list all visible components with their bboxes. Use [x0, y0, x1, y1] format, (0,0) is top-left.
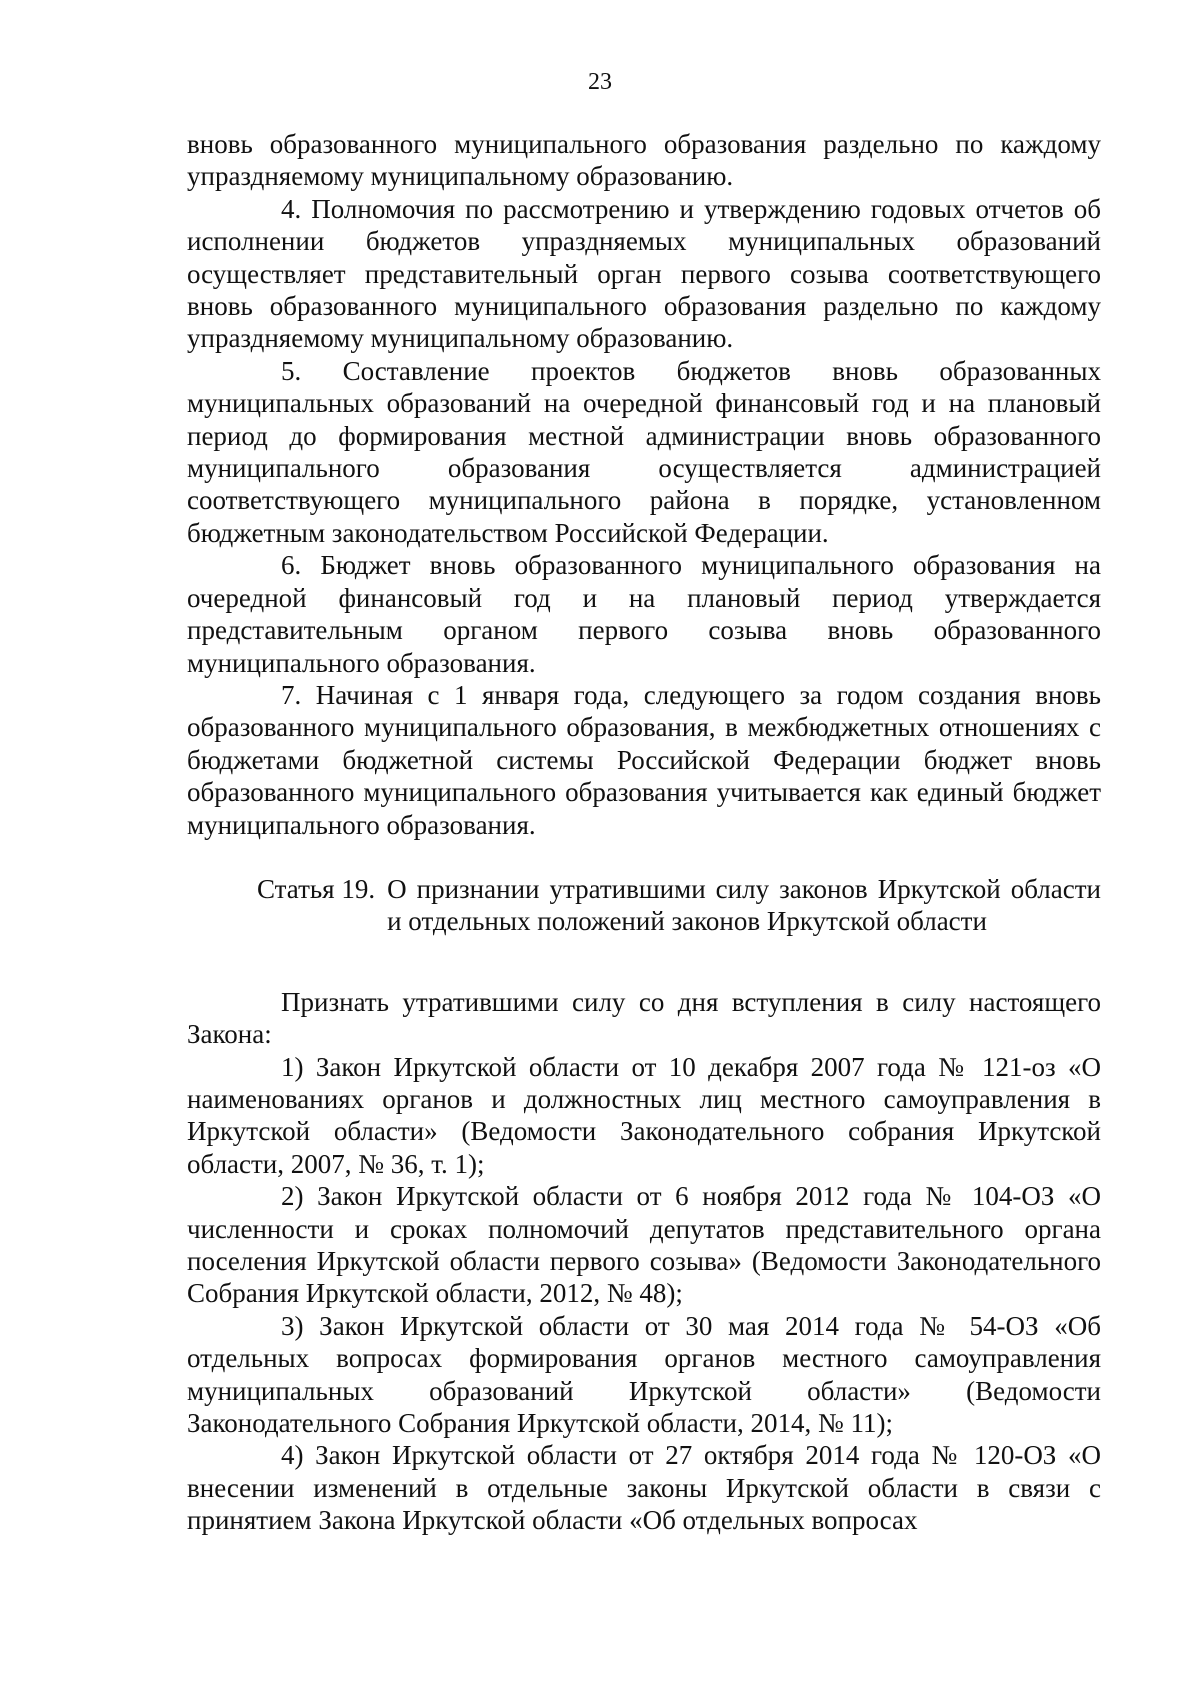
list-item: 3) Закон Иркутской области от 30 мая 2014 года № 54-ОЗ «Об отдельных вопросах формирования органов местного самоуправления муниципальных образований Иркутской области» (Ведомости Законодательного Собрания Иркутской области, 2014, № 11);: [187, 1310, 1101, 1439]
paragraph: 6. Бюджет вновь образованного муниципального образования на очередной финансовый год и на плановый период утверждается представительным органом первого созыва вновь образованного муниципального образования.: [187, 550, 1101, 678]
list-item: 1) Закон Иркутской области от 10 декабря 2007 года № 121-оз «О наименованиях органов и должностных лиц местного самоуправления в Иркутской области» (Ведомости Законодательного собрания Иркутской области, 2007, № 36, т. 1);: [187, 1051, 1101, 1179]
list-item: 4) Закон Иркутской области от 27 октября 2014 года № 120-ОЗ «О внесении изменений в отдельные законы Иркутской области в связи с принятием Закона Иркутской области «Об отдельных вопросах: [187, 1440, 1101, 1536]
document-body: [187, 128, 1101, 1537]
article-title: О признании утратившими силу законов Иркутской области и отдельных положений законов Иркутской области: [387, 873, 1101, 937]
paragraph: Признать утратившими силу со дня вступления в силу настоящего Закона:: [187, 986, 1101, 1050]
paragraph: 5. Составление проектов бюджетов вновь образованных муниципальных образований на очередной финансовый год и на плановый период до формирования местной администрации вновь образованного муниципального образования осуществляется администрацией соответствующего муниципального района в порядке, установленном бюджетным законодательством Российской Федерации.: [187, 355, 1101, 548]
paragraph: 4. Полномочия по рассмотрению и утверждению годовых отчетов об исполнении бюджетов упраздняемых муниципальных образований осуществляет представительный орган первого созыва соответствующего вновь образованного муниципального образования раздельно по каждому упраздняемому муниципальному образованию.: [187, 193, 1101, 354]
page-number: 23: [588, 69, 612, 95]
article-heading: [257, 873, 1101, 938]
paragraph: вновь образованного муниципального образования раздельно по каждому упраздняемому муниципальному образованию.: [187, 129, 1101, 192]
paragraph: 7. Начиная с 1 января года, следующего за годом создания вновь образованного муниципального образования, в межбюджетных отношениях с бюджетами бюджетной системы Российской Федерации бюджет вновь образованного муниципального образования учитывается как единый бюджет муниципального образования.: [187, 679, 1101, 840]
paragraphs-bottom: [187, 986, 1101, 1537]
list-item: 2) Закон Иркутской области от 6 ноября 2012 года № 104-ОЗ «О численности и сроках полномочий депутатов представительного органа поселения Иркутской области первого созыва» (Ведомости Законодательного Собрания Иркутской области, 2012, № 48);: [187, 1181, 1101, 1309]
paragraphs-top: [187, 128, 1101, 841]
article-label: Статья 19.: [257, 873, 376, 904]
